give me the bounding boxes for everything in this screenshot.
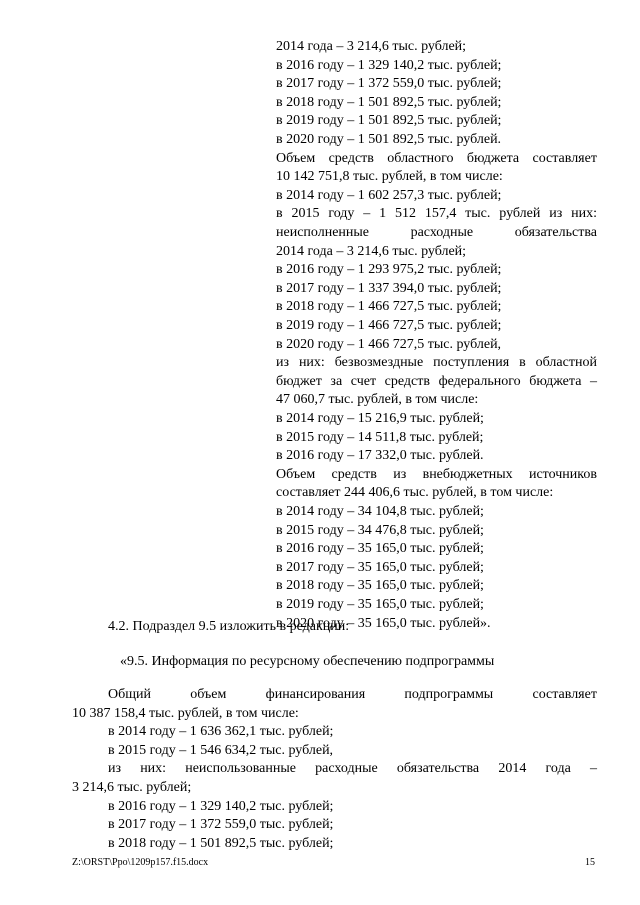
footer-page-number: 15 bbox=[585, 857, 595, 868]
text-line bbox=[108, 686, 597, 704]
text-line: в 2017 году – 1 372 559,0 тыс. рублей; bbox=[108, 817, 334, 833]
text-line: 10 387 158,4 тыс. рублей, в том числе: bbox=[72, 705, 299, 721]
text-line: в 2016 году – 1 329 140,2 тыс. рублей; bbox=[108, 798, 334, 814]
word: подпрограммы bbox=[404, 687, 494, 702]
text-line: в 2015 году – 14 511,8 тыс. рублей; bbox=[276, 429, 484, 445]
word: безвозмездные bbox=[334, 355, 424, 371]
word: Объем bbox=[276, 150, 316, 166]
text-line: 2014 года – 3 214,6 тыс. рублей; bbox=[276, 243, 467, 259]
word: них: bbox=[298, 355, 325, 371]
word: средств bbox=[384, 373, 430, 389]
word: расходные bbox=[315, 761, 378, 777]
text-line: в 2017 году – 1 337 394,0 тыс. рублей; bbox=[276, 280, 502, 296]
footer-file-path: Z:\ORST\Ppo\1209p157.f15.docx bbox=[72, 857, 209, 868]
word: – bbox=[363, 206, 371, 222]
text-line: в 2018 году – 1 501 892,5 тыс. рублей; bbox=[276, 94, 502, 110]
text-line: в 2016 году – 17 332,0 тыс. рублей. bbox=[276, 448, 484, 464]
word: из bbox=[549, 206, 563, 222]
word: средств bbox=[331, 466, 377, 482]
text-line: 2014 года – 3 214,6 тыс. рублей; bbox=[276, 39, 467, 54]
word: бюджета bbox=[466, 150, 520, 166]
word: из bbox=[393, 466, 407, 482]
word: них: bbox=[571, 206, 597, 222]
text-line: в 2020 году – 35 165,0 тыс. рублей». bbox=[276, 615, 491, 631]
word: из bbox=[276, 355, 290, 371]
word: из bbox=[108, 761, 122, 777]
text-line: в 2018 году – 35 165,0 тыс. рублей; bbox=[276, 578, 484, 594]
text-line: в 2018 году – 1 501 892,5 тыс. рублей; bbox=[108, 835, 334, 851]
text-line: в 2015 году – 34 476,8 тыс. рублей; bbox=[276, 522, 484, 538]
word: году bbox=[328, 206, 355, 222]
word: 2014 bbox=[498, 761, 527, 777]
text-line: в 2017 году – 1 372 559,0 тыс. рублей; bbox=[276, 76, 502, 92]
text-line: в 2016 году – 1 329 140,2 тыс. рублей; bbox=[276, 57, 502, 73]
text-line: 47 060,7 тыс. рублей, в том числе: bbox=[276, 392, 479, 408]
text-line: в 2020 году – 1 501 892,5 тыс. рублей. bbox=[276, 132, 502, 147]
word: объем bbox=[190, 687, 227, 702]
text-line: в 2019 году – 35 165,0 тыс. рублей; bbox=[276, 597, 484, 612]
word: составляет bbox=[532, 150, 597, 166]
subsection-title: «9.5. Информация по ресурсному обеспечению подпрограммы bbox=[120, 654, 495, 669]
word: финансирования bbox=[265, 687, 366, 702]
word: тыс. bbox=[465, 206, 491, 222]
word: в bbox=[519, 355, 526, 371]
word: 1 bbox=[379, 206, 387, 222]
text-line: в 2014 году – 15 216,9 тыс. рублей; bbox=[276, 411, 484, 426]
text-line: в 2018 году – 1 466 727,5 тыс. рублей; bbox=[276, 299, 502, 315]
word: Объем bbox=[276, 466, 316, 482]
word: – bbox=[589, 761, 597, 777]
word: областной bbox=[535, 355, 597, 371]
word: областного bbox=[387, 150, 454, 166]
text-line: в 2019 году – 1 501 892,5 тыс. рублей; bbox=[276, 113, 502, 129]
word: федерального bbox=[438, 373, 521, 389]
word: – bbox=[590, 373, 597, 389]
word: неиспользованные bbox=[185, 761, 297, 777]
text-line: в 2016 году – 1 293 975,2 тыс. рублей; bbox=[276, 262, 502, 278]
text-line: в 2019 году – 1 466 727,5 тыс. рублей; bbox=[276, 318, 502, 333]
word: бюджета bbox=[529, 373, 582, 389]
text-line: в 2020 году – 1 466 727,5 тыс. рублей, bbox=[276, 336, 502, 352]
word: рублей bbox=[499, 206, 541, 222]
word: средств bbox=[328, 150, 374, 166]
word: расходные bbox=[410, 225, 474, 240]
word: Общий bbox=[108, 687, 151, 702]
word: 512 bbox=[394, 206, 416, 222]
word: бюджет bbox=[276, 373, 322, 389]
word: обязательства bbox=[514, 225, 597, 240]
text-line: в 2016 году – 35 165,0 тыс. рублей; bbox=[276, 541, 484, 557]
word: них: bbox=[140, 761, 167, 777]
text-line: 3 214,6 тыс. рублей; bbox=[72, 780, 192, 795]
text-line: составляет 244 406,6 тыс. рублей, в том числе: bbox=[276, 485, 554, 501]
text-line: в 2014 году – 1 636 362,1 тыс. рублей; bbox=[108, 724, 334, 740]
text-line: 10 142 751,8 тыс. рублей, в том числе: bbox=[276, 169, 503, 185]
word: внебюджетных bbox=[422, 466, 513, 482]
text-line: в 2017 году – 35 165,0 тыс. рублей; bbox=[276, 559, 484, 575]
word: 2015 bbox=[291, 206, 320, 222]
word: неисполненные bbox=[276, 225, 370, 240]
word: источников bbox=[528, 466, 597, 482]
text-line: в 2015 году – 1 546 634,2 тыс. рублей, bbox=[108, 742, 334, 758]
word: за bbox=[330, 373, 343, 389]
word: 157,4 bbox=[424, 206, 457, 222]
word: поступления bbox=[433, 355, 510, 371]
text-line bbox=[108, 760, 597, 778]
word: обязательства bbox=[396, 761, 480, 777]
word: счет bbox=[350, 373, 377, 389]
text-line: в 2014 году – 1 602 257,3 тыс. рублей; bbox=[276, 187, 502, 203]
text-line: в 2014 году – 34 104,8 тыс. рублей; bbox=[276, 504, 484, 519]
word: года bbox=[545, 761, 571, 777]
word: в bbox=[276, 206, 283, 222]
section-heading: 4.2. Подраздел 9.5 изложить в редакции: bbox=[108, 619, 350, 634]
word: составляет bbox=[532, 687, 597, 702]
